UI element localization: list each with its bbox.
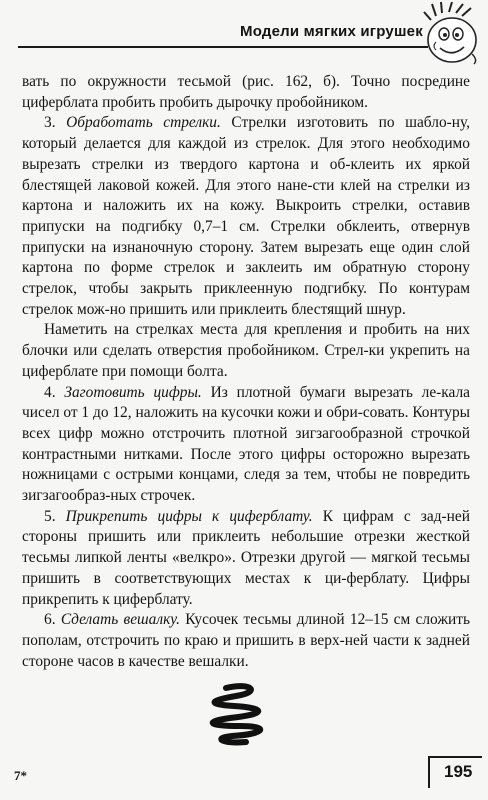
paragraph-text: вать по окружности тесьмой (рис. 162, б). Точно посредине циферблата пробить пробить дырочку пробойником. — [22, 73, 470, 111]
step-number: 3. — [44, 114, 56, 132]
paragraph — [22, 383, 470, 507]
paragraph — [22, 113, 470, 320]
squiggle-ornament-icon — [196, 682, 282, 748]
page-number: 195 — [444, 762, 473, 781]
paragraph — [22, 72, 470, 113]
paragraph-text: Стрелки изготовить по шабло-ну, который делается для каждой из стрелок. Для этого необходимо вырезать стрелки из твердого картона и об-клеить их яркой блестящей лаковой кожей. Для этого нане-сти клей на стрелки из картона и наложить их на кожу. Выкроить стрелки, оставив припуски на подгибку 0,7–1 см. Стрелки обклеить, отвернув припуски на изнаночную сторону. Затем вырезать еще один слой картона по форме стрелок и заклеить им обратную сторону стрелок, чтобы закрыть приклеенную подгибку. По контурам стрелок мож-но пришить или приклеить блестящий шнур. — [22, 114, 470, 318]
step-heading: Заготовить цифры. — [64, 383, 202, 401]
step-heading: Сделать вешалку. — [60, 611, 180, 629]
paragraph — [22, 320, 470, 382]
paragraph-text: К цифрам с зад-ней стороны пришить или приклеить небольшие отрезки жесткой тесьмы липкой ленты «велкро». Отрезки другой — мягкой тесьмы пришить в соответствующих местах к ци-ферблату. Цифры прикрепить к циферблату. — [22, 507, 470, 608]
paragraph-text: Кусочек тесьмы длиной 12–15 см сложить пополам, отстрочить по краю и пришить в верх-ней части к задней стороне часов в качестве вешалки. — [22, 611, 470, 670]
cartoon-ball-face-icon — [422, 2, 484, 68]
signature-mark: 7* — [14, 768, 27, 783]
paragraph — [22, 610, 470, 672]
running-header — [0, 0, 488, 70]
paragraph-text: Наметить на стрелках места для крепления и пробить на них блочки или сделать отверстия пробойником. Стрел-ки укрепить на циферблате при помощи болта. — [22, 321, 470, 380]
paragraph-text: Из плотной бумаги вырезать ле-кала чисел от 1 до 12, наложить на кусочки кожи и обри-совать. Контуры всех цифр можно отстрочить плотной зигзагообразной строчкой контрастными нитками. После этого цифры осторожно вырезать ножницами с острыми концами, следя за тем, чтобы не повредить зигзагообраз-ных строчек. — [22, 383, 471, 505]
header-title: Модели мягких игрушек — [240, 23, 423, 40]
step-number: 6. — [44, 611, 56, 629]
step-heading: Обработать стрелки. — [66, 114, 221, 132]
header-rule — [18, 46, 428, 48]
step-heading: Прикрепить цифры к циферблату. — [65, 507, 313, 525]
step-number: 5. — [44, 507, 56, 525]
main-text — [22, 72, 470, 672]
paragraph — [22, 507, 470, 611]
step-number: 4. — [44, 383, 56, 401]
